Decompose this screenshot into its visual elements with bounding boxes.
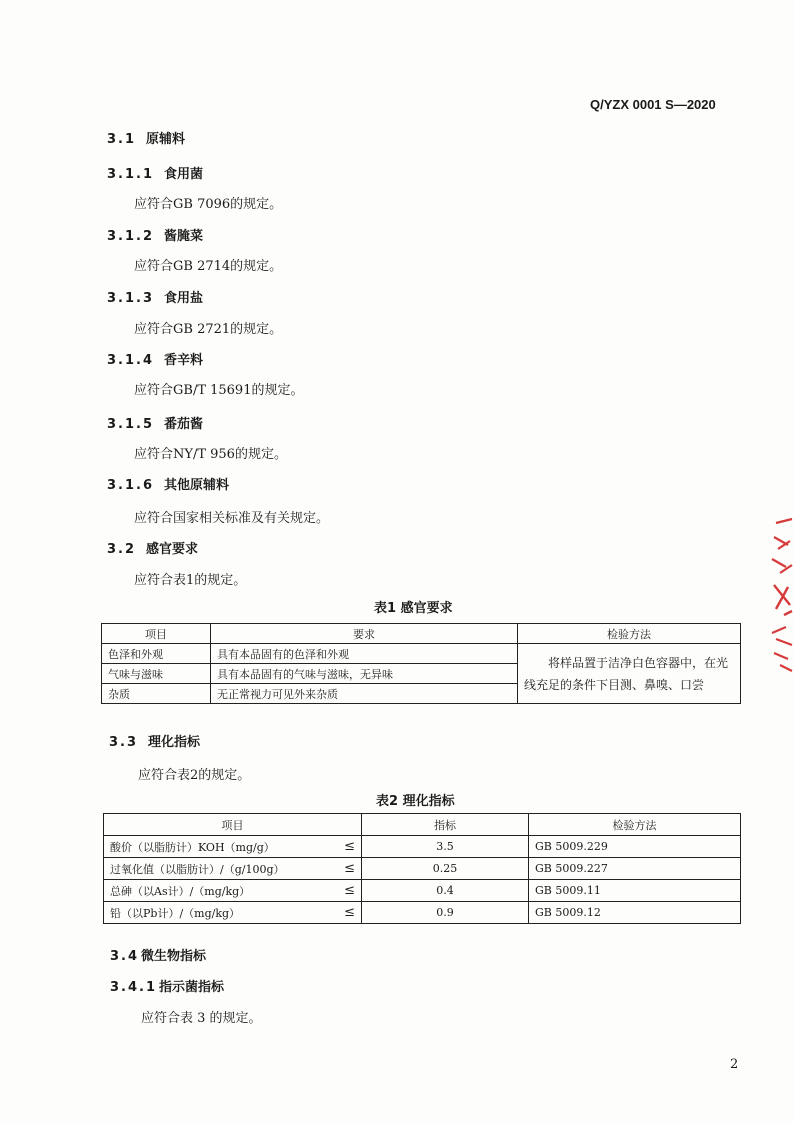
- section-3-1-5-heading: [107, 413, 203, 432]
- section-title: 酱腌菜: [164, 229, 204, 244]
- section-title: 食用盐: [164, 291, 204, 306]
- table-cell: 0.4: [362, 880, 529, 902]
- item-name: 总砷（以As计）/（mg/kg）: [110, 884, 251, 898]
- section-3-1-5-text: 应符合NY/T 956的规定。: [134, 447, 287, 462]
- table-cell: 色泽和外观: [102, 644, 211, 664]
- section-3-4-heading: [110, 945, 206, 964]
- section-number: 3.1.3: [107, 291, 155, 306]
- standard-code: Q/YZX 0001 S—2020: [590, 97, 716, 112]
- table2-caption: 表2 理化指标: [376, 794, 455, 809]
- table-cell: 0.25: [362, 858, 529, 880]
- item-name: 过氧化值（以脂肪计）/（g/100g）: [110, 862, 285, 876]
- table1-caption: 表1 感官要求: [374, 601, 453, 616]
- section-number: 3.1.6: [107, 478, 155, 493]
- table-cell: [104, 880, 362, 902]
- section-3-1-4-text: 应符合GB/T 15691的规定。: [134, 383, 304, 398]
- table-cell: GB 5009.11: [529, 880, 741, 902]
- section-3-1-2-heading: [107, 225, 203, 244]
- physicochemical-table: [103, 813, 741, 924]
- seal-stroke: [774, 585, 792, 615]
- column-header: 指标: [362, 814, 529, 836]
- section-3-4-1-text: 应符合表 3 的规定。: [141, 1011, 262, 1026]
- section-number: 3.4: [110, 949, 140, 964]
- section-3-2-heading: [107, 538, 198, 557]
- section-3-1-1-heading: [107, 163, 203, 182]
- section-number: 3.1.1: [107, 167, 155, 182]
- table-cell: 具有本品固有的色泽和外观: [211, 644, 518, 664]
- table-cell: GB 5009.227: [529, 858, 741, 880]
- table-header-row: [102, 624, 741, 644]
- table-row: [102, 644, 741, 664]
- page-number: 2: [730, 1057, 739, 1072]
- section-3-4-1-heading: [110, 976, 224, 995]
- le-symbol: ≤: [344, 882, 355, 898]
- column-header: 项目: [102, 624, 211, 644]
- column-header: 项目: [104, 814, 362, 836]
- section-3-1-heading: [107, 128, 185, 147]
- section-3-1-3-heading: [107, 287, 203, 306]
- section-number: 3.1.5: [107, 417, 155, 432]
- section-number: 3.4.1: [110, 980, 158, 995]
- section-title: 香辛料: [164, 353, 204, 368]
- column-header: 检验方法: [529, 814, 741, 836]
- section-title: 微生物指标: [141, 949, 207, 964]
- section-title: 理化指标: [148, 735, 201, 750]
- table-cell: GB 5009.229: [529, 836, 741, 858]
- table-cell: 0.9: [362, 902, 529, 924]
- column-header: 要求: [211, 624, 518, 644]
- le-symbol: ≤: [344, 860, 355, 876]
- section-3-1-6-text: 应符合国家相关标准及有关规定。: [134, 511, 330, 526]
- table-header-row: [104, 814, 741, 836]
- table-cell: GB 5009.12: [529, 902, 741, 924]
- section-3-1-3-text: 应符合GB 2721的规定。: [134, 322, 283, 337]
- table-row: [104, 858, 741, 880]
- section-3-1-1-text: 应符合GB 7096的规定。: [134, 197, 283, 212]
- item-name: 酸价（以脂肪计）KOH（mg/g）: [110, 840, 275, 854]
- table-cell: 杂质: [102, 684, 211, 704]
- table-cell: [104, 902, 362, 924]
- section-title: 原辅料: [146, 132, 186, 147]
- le-symbol: ≤: [344, 904, 355, 920]
- table-row: [104, 902, 741, 924]
- section-3-2-text: 应符合表1的规定。: [134, 573, 247, 588]
- section-number: 3.1.4: [107, 353, 155, 368]
- section-3-1-2-text: 应符合GB 2714的规定。: [134, 259, 283, 274]
- section-3-1-6-heading: [107, 474, 229, 493]
- section-number: 3.2: [107, 542, 137, 557]
- section-title: 其他原辅料: [164, 478, 230, 493]
- table-row: [104, 880, 741, 902]
- seal-stamp-fragment: [766, 515, 794, 675]
- table-cell: 无正常视力可见外来杂质: [211, 684, 518, 704]
- seal-stroke: [772, 627, 792, 671]
- seal-stroke: [772, 519, 792, 573]
- section-title: 指示菌指标: [159, 980, 225, 995]
- table-cell: 3.5: [362, 836, 529, 858]
- section-number: 3.1: [107, 132, 137, 147]
- sensory-table: [101, 623, 741, 704]
- section-3-3-heading: [109, 731, 200, 750]
- column-header: 检验方法: [518, 624, 741, 644]
- table-cell: 具有本品固有的气味与滋味，无异味: [211, 664, 518, 684]
- section-title: 番茄酱: [164, 417, 204, 432]
- table-row: [104, 836, 741, 858]
- section-3-1-4-heading: [107, 349, 203, 368]
- table-cell: [104, 836, 362, 858]
- section-number: 3.3: [109, 735, 139, 750]
- table-cell: 气味与滋味: [102, 664, 211, 684]
- item-name: 铅（以Pb计）/（mg/kg）: [110, 906, 241, 920]
- inspection-method-cell: 将样品置于洁净白色容器中，在光线充足的条件下目测、鼻嗅、口尝: [518, 644, 741, 704]
- table-cell: [104, 858, 362, 880]
- section-title: 感官要求: [146, 542, 199, 557]
- section-title: 食用菌: [164, 167, 204, 182]
- section-number: 3.1.2: [107, 229, 155, 244]
- section-3-3-text: 应符合表2的规定。: [138, 768, 251, 783]
- le-symbol: ≤: [344, 838, 355, 854]
